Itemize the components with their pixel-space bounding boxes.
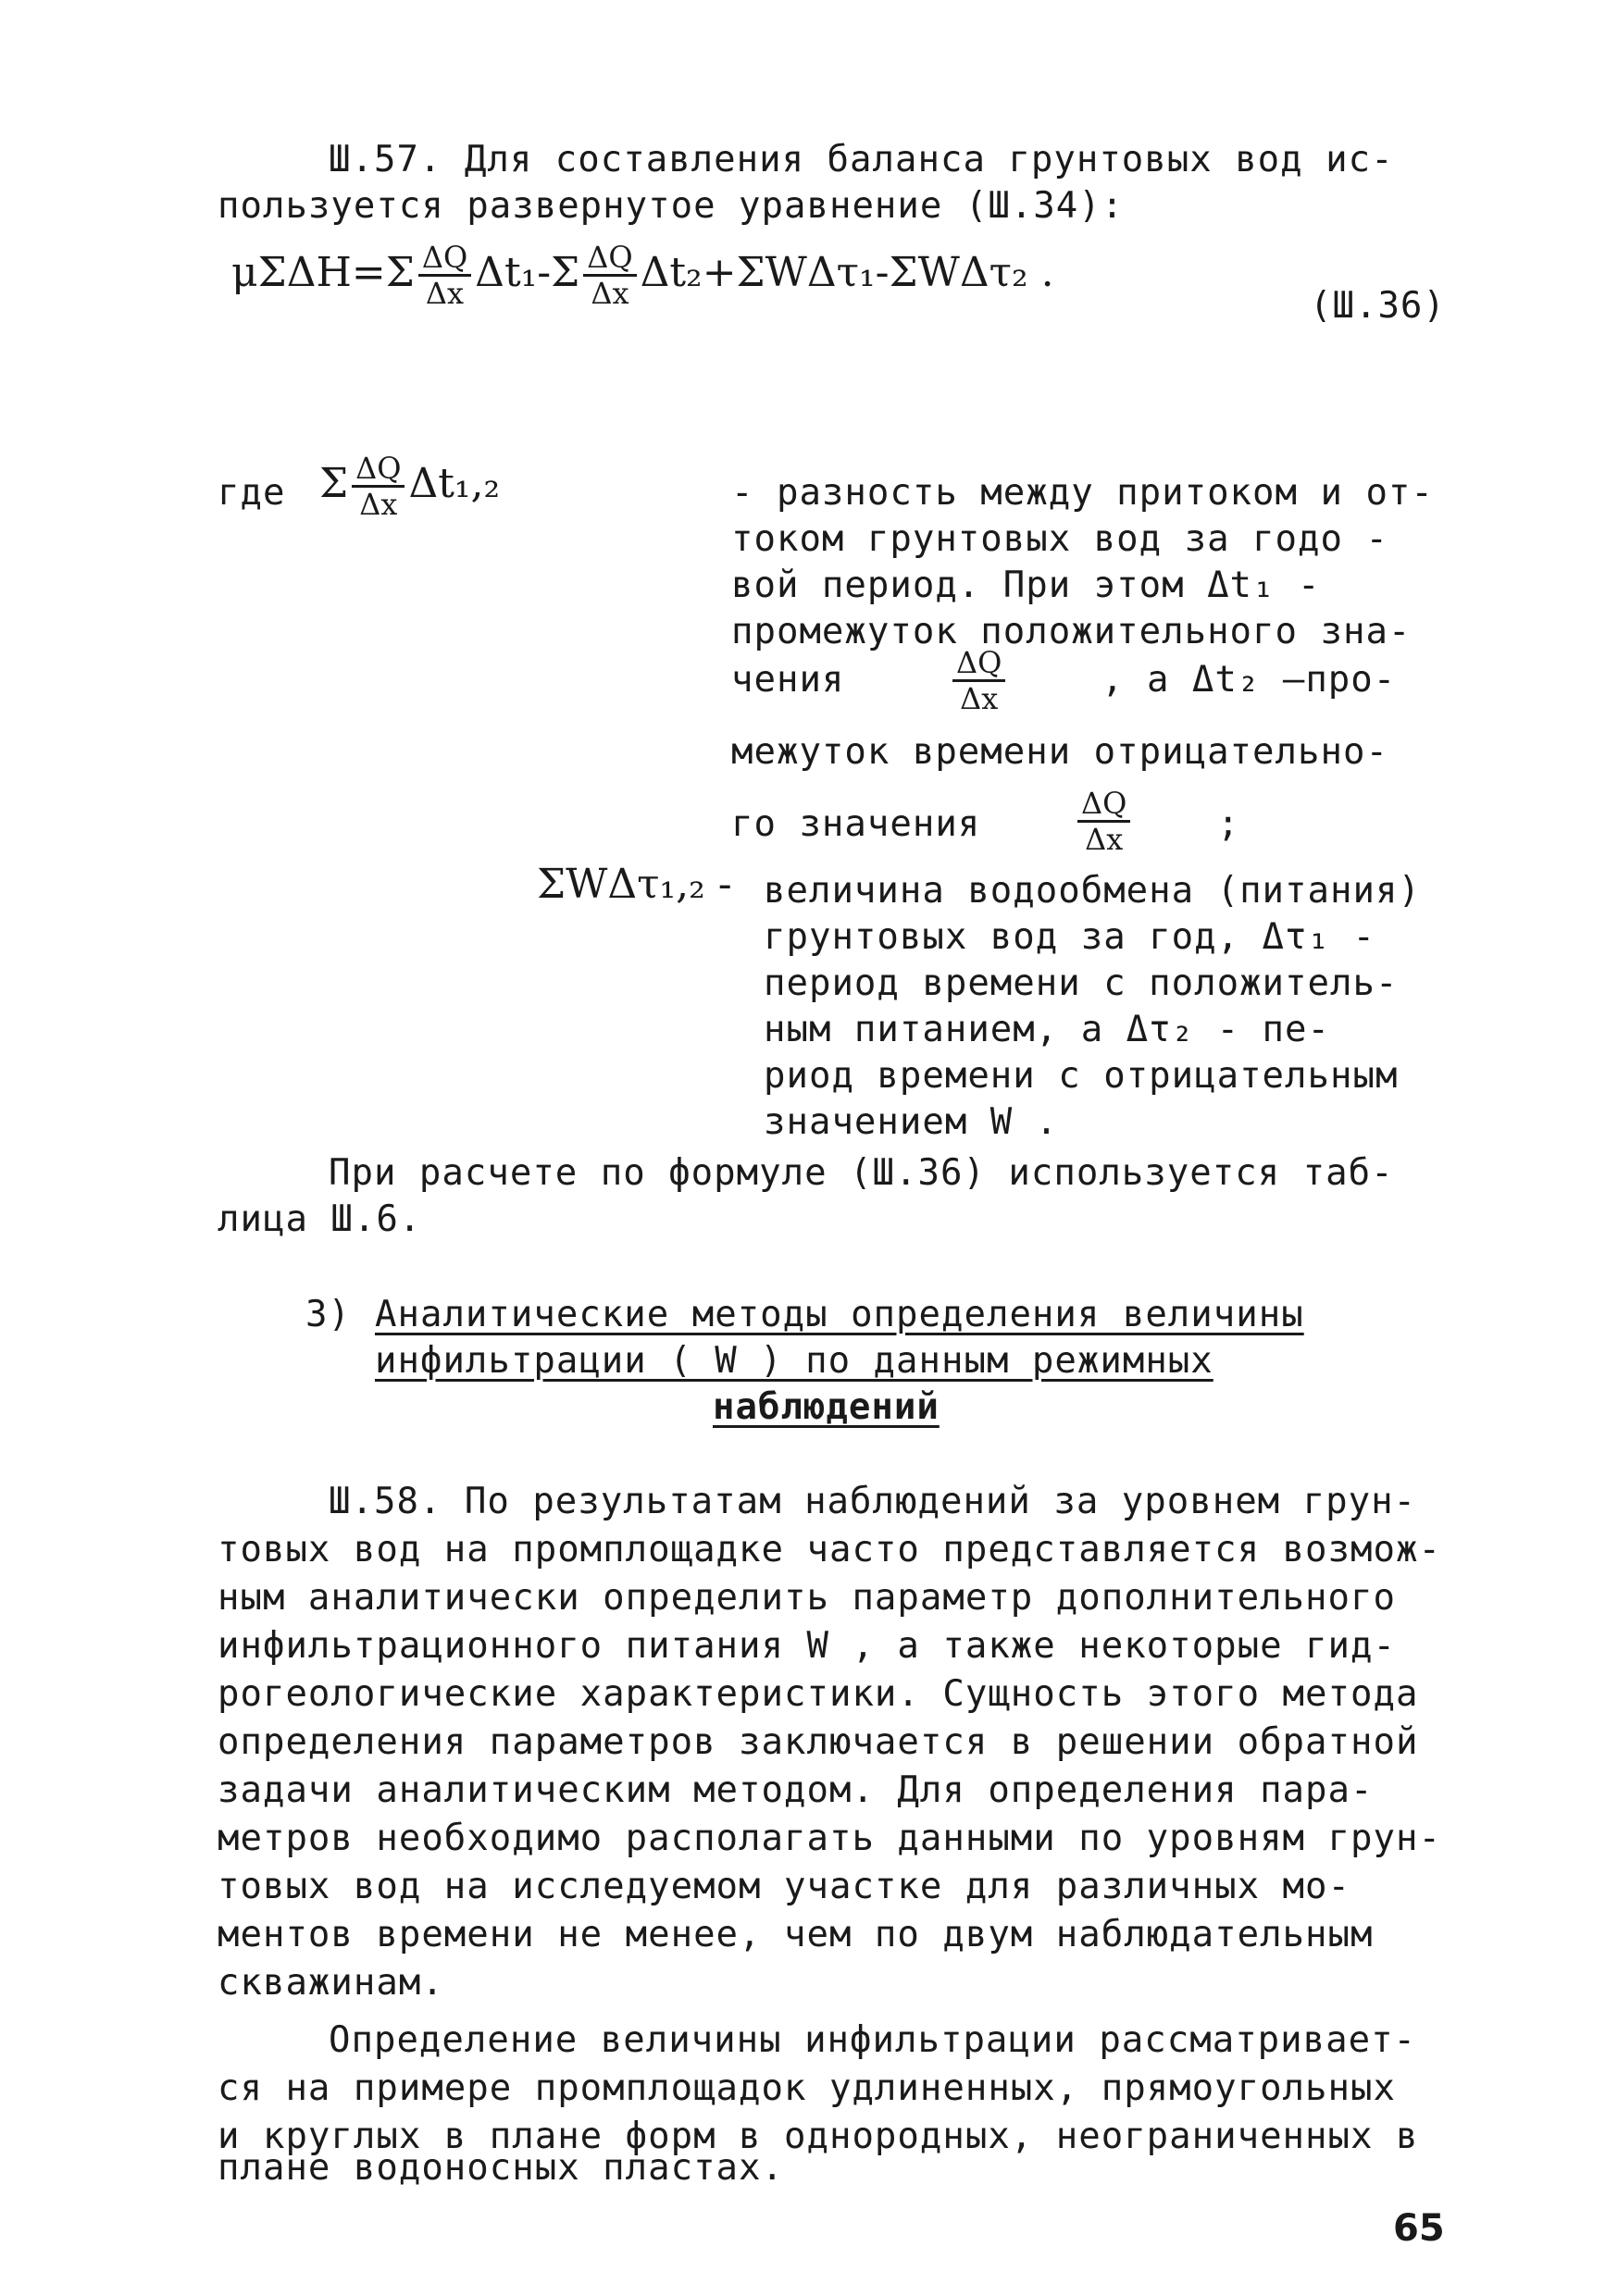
section-number: 3) — [305, 1294, 351, 1335]
def2-line3: период времени с положитель- — [764, 962, 1399, 1004]
para-last-line1: Определение величины инфильтрации рассматривает- — [329, 2019, 1417, 2061]
section-title-line3: наблюдений — [713, 1386, 940, 1428]
def1-line7: го значения — [731, 803, 981, 845]
para58-line7: задачи аналитическим методом. Для определения пара- — [218, 1769, 1374, 1811]
para58-line2: товых вод на промплощадке часто представляется возмож- — [218, 1529, 1441, 1570]
equation-term2: Δt₂+ΣWΔτ₁-ΣWΔτ₂ . — [640, 249, 1054, 296]
def1-line1: - разность между притоком и от- — [731, 472, 1434, 514]
equation-lhs: μΣΔH=Σ — [231, 249, 415, 296]
para58-line6: определения параметров заключается в решении обратной — [218, 1721, 1419, 1763]
where-label: где — [218, 472, 286, 514]
def2-line6: значением W . — [764, 1101, 1059, 1143]
section-title-line2: инфильтрации ( W ) по данным режимных — [375, 1340, 1214, 1382]
fraction-dq-dx-2: $\frac{\Delta Q}{\Delta x}$ — [583, 242, 636, 308]
para58-line10: ментов времени не менее, чем по двум наблюдательным — [218, 1914, 1374, 1955]
para57-line1: Ш.57. Для составления баланса грунтовых вод ис- — [329, 139, 1394, 180]
def1-line2: током грунтовых вод за годо - — [731, 518, 1388, 560]
def1-line5b: , а Δt₂ –про- — [1101, 659, 1397, 701]
def1-line6: межуток времени отрицательно- — [731, 731, 1388, 773]
def1-semicolon: ; — [1217, 803, 1240, 845]
calc-note-line2: лица Ш.6. — [218, 1198, 422, 1240]
para57-line2: пользуется развернутое уравнение (Ш.34): — [218, 185, 1125, 227]
def1-line4: промежуток положительного зна- — [731, 611, 1412, 652]
balance-equation — [231, 240, 1054, 311]
def1-fraction-1: $\frac{\Delta Q}{\Delta x}$ — [949, 648, 1009, 714]
para-last-line4: плане водоносных пластах. — [218, 2147, 784, 2189]
fraction-dq-dx: $\frac{\Delta Q}{\Delta x}$ — [418, 242, 471, 308]
para58-line3: ным аналитически определить параметр дополнительного — [218, 1577, 1396, 1619]
para58-line4: инфильтрационного питания W , а также некоторые гид- — [218, 1625, 1396, 1667]
para-last-line3: и круглых в плане форм в однородных, неограниченных в — [218, 2116, 1419, 2157]
para58-line8: метров необходимо располагать данными по уровням грун- — [218, 1818, 1441, 1859]
page-number: 65 — [1393, 2207, 1445, 2250]
def1-line3: вой период. При этом Δt₁ - — [731, 565, 1321, 606]
def2-line5: риод времени с отрицательным — [764, 1055, 1399, 1097]
def2-line1: величина водообмена (питания) — [764, 870, 1421, 912]
section-title-line1: Аналитические методы определения величины — [375, 1294, 1304, 1335]
para58-line11: скважинам. — [218, 1962, 444, 2004]
para58-line1: Ш.58. По результатам наблюдений за уровнем грун- — [329, 1481, 1417, 1522]
para58-line9: товых вод на исследуемом участке для различных мо- — [218, 1866, 1350, 1907]
calc-note-line1: При расчете по формуле (Ш.36) используется таб- — [329, 1152, 1394, 1194]
para58-line5: рогеологические характеристики. Сущность этого метода — [218, 1673, 1419, 1715]
para-last-line2: ся на примере промплощадок удлиненных, прямоугольных — [218, 2067, 1396, 2109]
def1-line5: чения — [731, 659, 845, 701]
sum-w-term: ΣWΔτ₁,₂ - — [537, 861, 732, 908]
sum-dq-term: Σ $\frac{\Delta Q}{\Delta x}$ Δt₁,₂ — [319, 451, 501, 522]
equation-term1: Δt₁-Σ — [475, 249, 580, 296]
def1-fraction-2: $\frac{\Delta Q}{\Delta x}$ — [1074, 788, 1134, 854]
def2-line4: ным питанием, а Δτ₂ - пе- — [764, 1009, 1330, 1050]
def2-line2: грунтовых вод за год, Δτ₁ - — [764, 916, 1375, 958]
equation-number: (Ш.36) — [1310, 285, 1446, 327]
